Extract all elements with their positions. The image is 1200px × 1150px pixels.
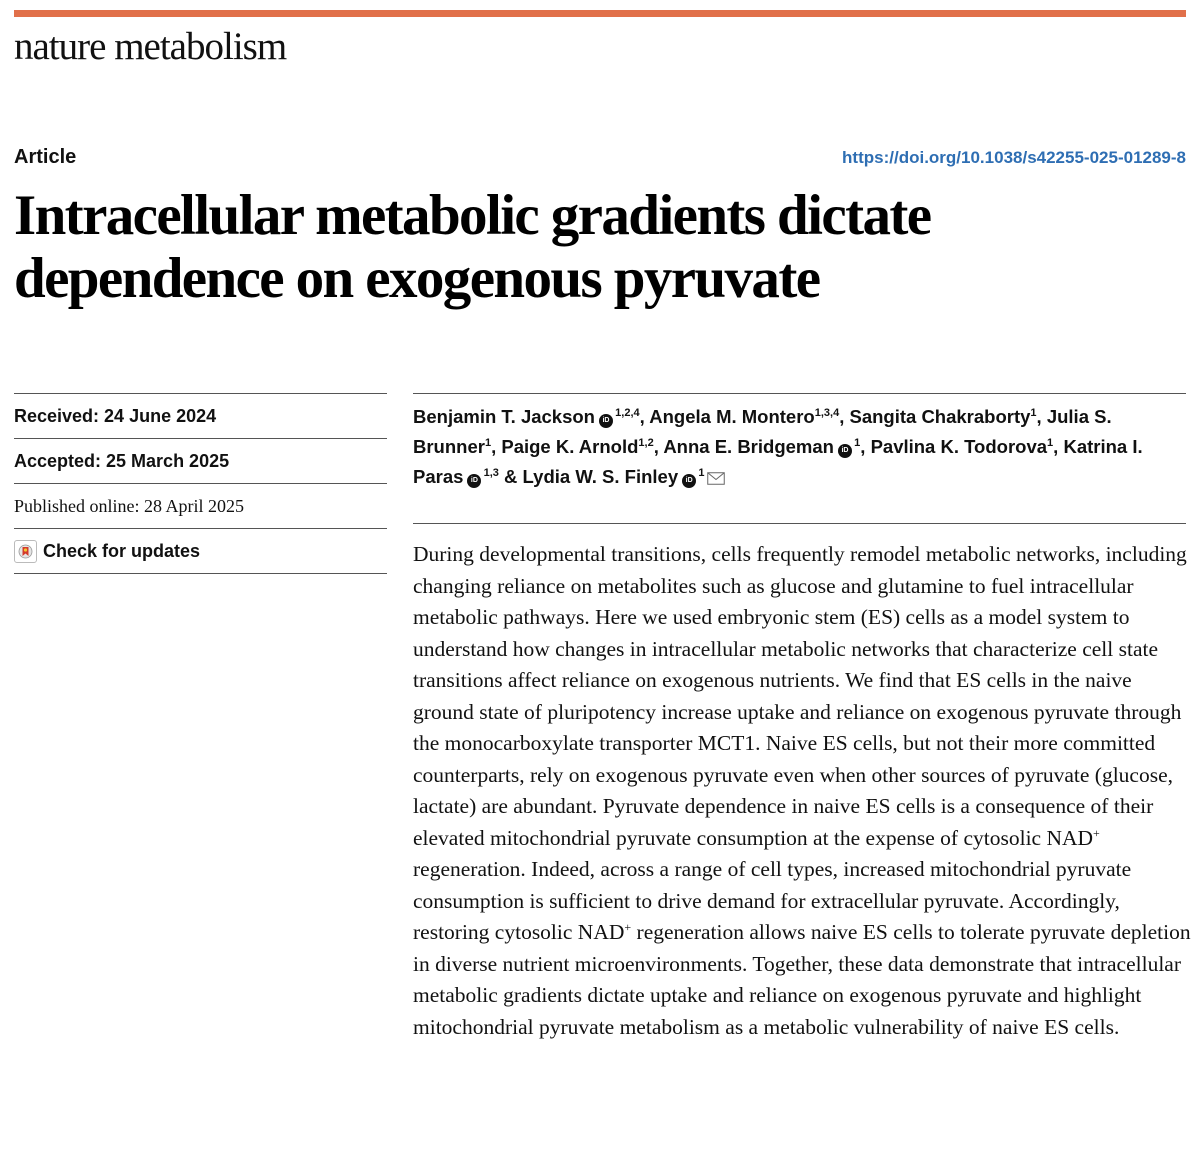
orcid-icon[interactable]: iD: [599, 414, 613, 428]
author-list: Benjamin T. Jackson iD $^{1,2,4}$, Angela M. Montero$^{1,3,4}$, Sangita Chakraborty$^1$, Julia S. Brunner$^1$, Paige K. Arnold$^{1,2}$, Anna E. Bridgeman iD $^1$, Pavlina K. Todorova$^1$, Katrina I. Paras iD $^{1,3}$ & Lydia W. S. Finley iD $^1$: [413, 406, 1143, 487]
publication-dates: [14, 393, 387, 574]
author-name: Sangita Chakraborty: [849, 406, 1031, 427]
author[interactable]: [663, 436, 860, 457]
author-name: Benjamin T. Jackson: [413, 406, 595, 427]
author-affiliation: 1: [696, 466, 705, 479]
doi-link[interactable]: https://doi.org/10.1038/s42255-025-01289-8: [842, 148, 1186, 167]
abstract-text-2: regeneration. Indeed, across a range of cell types, increased mitochondrial pyruvate consumption is sufficient to drive demand for extracellular pyruvate. Accordingly, restoring cytosolic NAD: [413, 857, 1132, 944]
authors-divider: [413, 393, 1186, 394]
author-affiliation: 1,2,4: [612, 406, 640, 419]
author-affiliation: 1,2: [638, 436, 654, 449]
abstract-text-1: During developmental transitions, cells frequently remodel metabolic networks, including changing reliance on metabolites such as glucose and glutamine to fuel intracellular metabolic pathways. Here we used embryonic stem (ES) cells as a model system to understand how changes in intracellular metabolic networks that characterize cell state transitions affect reliance on exogenous nutrients. We find that ES cells in the naive ground state of pluripotency increase uptake and reliance on exogenous pyruvate through the monocarboxylate transporter MCT1. Naive ES cells, but not their more committed counterparts, rely on exogenous pyruvate even when other sources of pyruvate (glucose, lactate) are abundant. Pyruvate dependence in naive ES cells is a consequence of their elevated mitochondrial pyruvate consumption at the expense of cytosolic NAD: [413, 542, 1187, 850]
abstract-divider: [413, 523, 1186, 524]
author-name: Paige K. Arnold: [501, 436, 639, 457]
journal-name: nature metabolism: [14, 25, 287, 68]
received-date: Received: 24 June 2024: [14, 393, 387, 438]
accepted-date: Accepted: 25 March 2025: [14, 438, 387, 483]
article-title: Intracellular metabolic gradients dictate dependence on exogenous pyruvate: [14, 184, 931, 310]
published-date: Published online: 28 April 2025: [14, 483, 387, 528]
author[interactable]: [413, 406, 640, 427]
author-affiliation: 1: [484, 436, 492, 449]
abstract-text-3: regeneration allows naive ES cells to tolerate pyruvate depletion in diverse nutrient microenvironments. Together, these data demonstrate that intracellular metabolic gradients dictate uptake and reliance on exogenous pyruvate and highlight mitochondrial pyruvate metabolism as a metabolic vulnerability of naive ES cells.: [413, 920, 1191, 1039]
author-affiliation: 1: [851, 436, 861, 449]
abstract: [413, 539, 1193, 1043]
author[interactable]: [871, 436, 1054, 457]
author-name: Katrina I. Paras: [413, 436, 1143, 487]
author-name: Lydia W. S. Finley: [522, 466, 679, 487]
mail-icon[interactable]: [707, 472, 725, 485]
author-name: Julia S. Brunner: [413, 406, 1112, 457]
orcid-icon[interactable]: iD: [467, 474, 481, 488]
author-affiliation: 1: [1030, 406, 1037, 419]
author-affiliation: 1,3: [481, 466, 499, 479]
article-type: Article: [14, 146, 77, 168]
check-for-updates-button[interactable]: [14, 528, 387, 574]
author[interactable]: [523, 466, 726, 487]
orcid-icon[interactable]: iD: [838, 444, 852, 458]
author[interactable]: [849, 406, 1036, 427]
author-name: Pavlina K. Todorova: [870, 436, 1048, 457]
accent-bar: [14, 10, 1186, 17]
author-affiliation: 1,3,4: [814, 406, 840, 419]
author-name: Angela M. Montero: [649, 406, 815, 427]
check-updates-icon: [14, 540, 37, 563]
author[interactable]: [501, 436, 653, 457]
orcid-icon[interactable]: iD: [682, 474, 696, 488]
check-updates-label: Check for updates: [43, 540, 201, 561]
abstract-sup-2: +: [624, 919, 632, 934]
author[interactable]: [649, 406, 839, 427]
author-affiliation: 1: [1047, 436, 1054, 449]
abstract-sup-1: +: [1093, 825, 1100, 840]
author-name: Anna E. Bridgeman: [663, 436, 834, 457]
